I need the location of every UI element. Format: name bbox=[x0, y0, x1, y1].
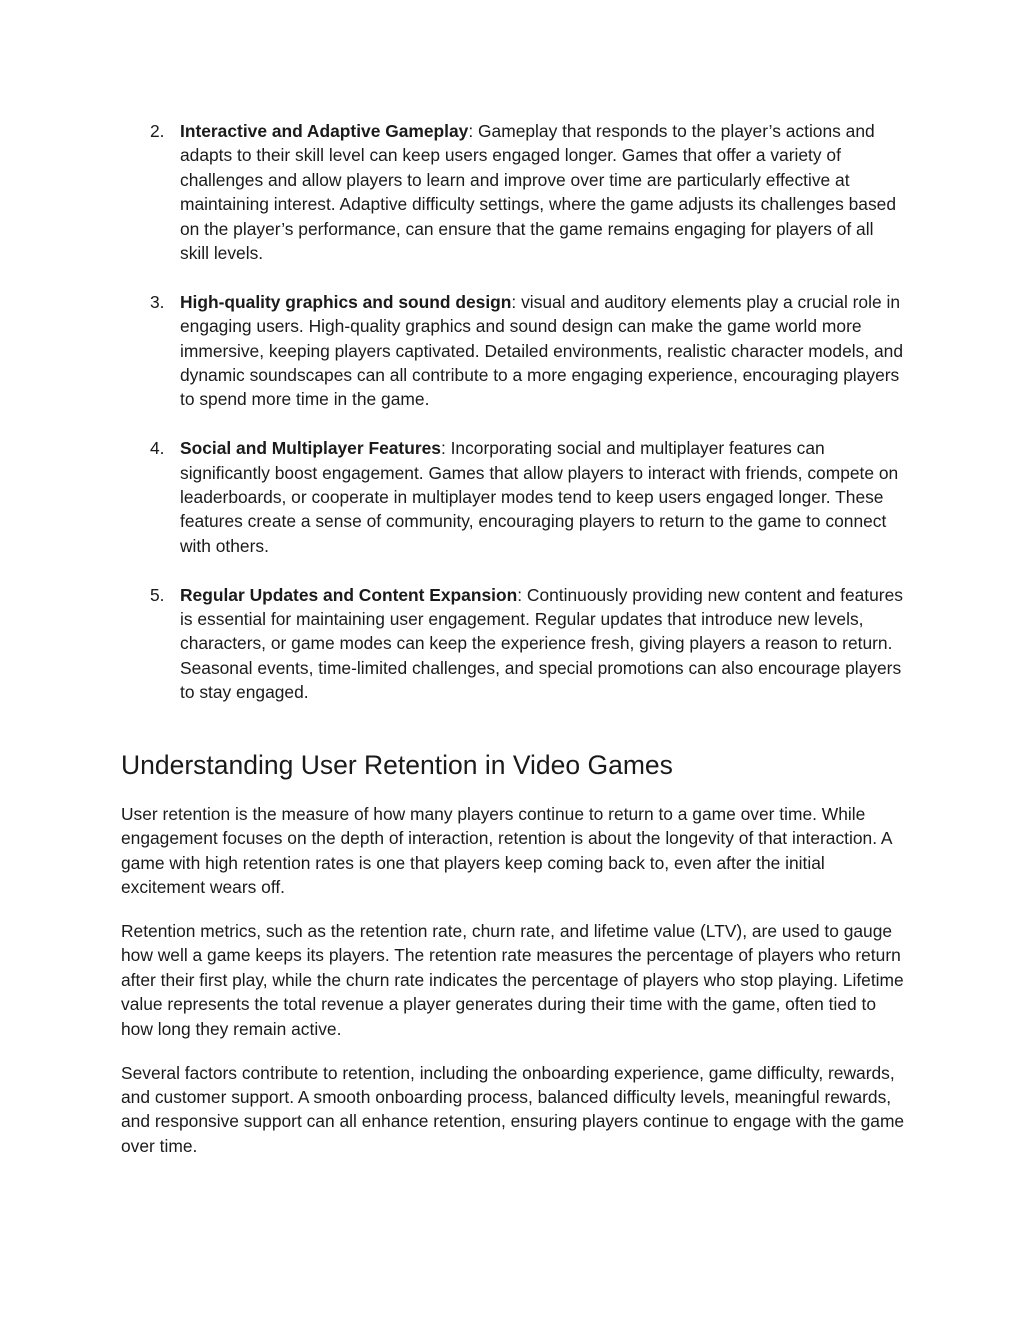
list-item bbox=[121, 119, 905, 265]
list-item bbox=[121, 290, 905, 412]
paragraph: Several factors contribute to retention, including the onboarding experience, game difficulty, rewards, and customer support. A smooth onboarding process, balanced difficulty levels, meaningful rewards, and responsive support can all enhance retention, ensuring players continue to engage with the game over time. bbox=[121, 1062, 905, 1156]
list-number: 3. bbox=[150, 291, 165, 312]
list-item-text: : Incorporating social and multiplayer features can significantly boost engagement. Games that allow players to interact with friends, compete on leaderboards, or cooperate in multiplayer modes tend to keep users engaged longer. These features create a sense of community, encouraging players to return to the game to connect with others. bbox=[180, 438, 899, 556]
list-item bbox=[121, 583, 905, 705]
list-item-text: : Gameplay that responds to the player’s actions and adapts to their skill level can keep users engaged longer. Games that offer a variety of challenges and allow players to learn and improve over time are particularly effective at maintaining interest. Adaptive difficulty settings, where the game adjusts its challenges based on the player’s performance, can ensure that the game remains engaging for players of all skill levels. bbox=[180, 121, 897, 264]
list-item-title: Interactive and Adaptive Gameplay bbox=[180, 121, 469, 141]
list-item-title: Regular Updates and Content Expansion bbox=[180, 584, 518, 605]
section-heading: Understanding User Retention in Video Games bbox=[121, 749, 673, 780]
document-content bbox=[121, 119, 905, 1178]
paragraph: Retention metrics, such as the retention rate, churn rate, and lifetime value (LTV), are used to gauge how well a game keeps its players. The retention rate measures the percentage of players who return after their first play, while the churn rate indicates the percentage of players who stop playing. Lifetime value represents the total revenue a player generates during their time with the game, often tied to how long they remain active. bbox=[121, 920, 904, 1039]
list-item bbox=[121, 436, 905, 558]
list-item-text: : visual and auditory elements play a crucial role in engaging users. High-quality graphics and sound design can make the game world more immersive, keeping players captivated. Detailed environments, realistic character models, and dynamic soundscapes can all contribute to a more engaging experience, encouraging players to spend more time in the game. bbox=[180, 291, 904, 410]
list-item-title: High-quality graphics and sound design bbox=[180, 291, 512, 312]
list-number: 4. bbox=[150, 438, 165, 459]
numbered-list bbox=[121, 119, 905, 705]
paragraph: User retention is the measure of how many players continue to return to a game over time. While engagement focuses on the depth of interaction, retention is about the longevity of that interaction. A game with high retention rates is one that players keep coming back to, even after the initial excitement wears off. bbox=[121, 803, 892, 897]
list-item-title: Social and Multiplayer Features bbox=[180, 438, 441, 459]
list-item-text: : Continuously providing new content and features is essential for maintaining user engagement. Regular updates that introduce new levels, characters, or game modes can keep the experience fresh, giving players a reason to return. Seasonal events, time-limited challenges, and special promotions can also encourage players to stay engaged. bbox=[180, 584, 903, 703]
list-number: 5. bbox=[150, 584, 165, 605]
list-number: 2. bbox=[150, 121, 165, 141]
